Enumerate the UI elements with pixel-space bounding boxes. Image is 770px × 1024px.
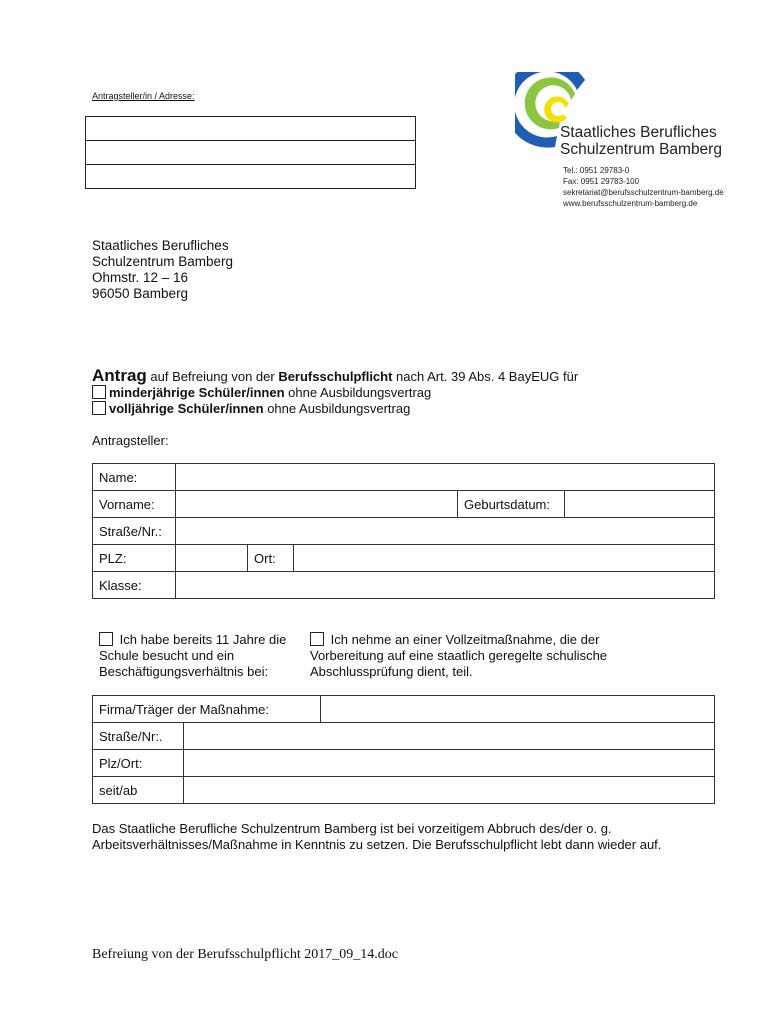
option-label-bold: volljährige Schüler/innen (109, 401, 264, 416)
recipient-address (92, 238, 233, 302)
ort-label: Ort: (248, 545, 294, 572)
table-row (93, 464, 715, 491)
antrag-bold: Berufsschulpflicht (278, 369, 393, 384)
employer-plzort-field[interactable] (184, 750, 715, 777)
address-line-field[interactable] (86, 117, 415, 141)
antrag-text: auf Befreiung von der (146, 369, 279, 384)
strasse-label: Straße/Nr.: (93, 518, 176, 545)
address-line-field[interactable] (86, 141, 415, 165)
option-label: ohne Ausbildungsvertrag (263, 401, 411, 416)
option-label: ohne Ausbildungsvertrag (284, 385, 432, 400)
recipient-line: Staatliches Berufliches (92, 238, 229, 253)
name-field[interactable] (176, 464, 715, 491)
email-link[interactable]: sekretariat@berufsschulzentrum-bamberg.de (563, 188, 724, 197)
phone-text: Tel.: 0951 29783-0 (563, 166, 630, 175)
school-name-line2: Schulzentrum Bamberg (560, 141, 722, 158)
employer-plzort-label: Plz/Ort: (93, 750, 184, 777)
firma-label: Firma/Träger der Maßnahme: (93, 696, 321, 723)
klasse-label: Klasse: (93, 572, 176, 599)
plz-field[interactable] (176, 545, 248, 572)
employer-strasse-label: Straße/Nr:. (93, 723, 184, 750)
fax-text: Fax: 0951 29783-100 (563, 177, 640, 186)
plz-label: PLZ: (93, 545, 176, 572)
strasse-field[interactable] (176, 518, 715, 545)
geburtsdatum-field[interactable] (565, 491, 715, 518)
fulltime-option (310, 632, 650, 680)
applicant-address-label: Antragsteller/in / Adresse: (92, 91, 195, 101)
antrag-text: nach Art. 39 Abs. 4 BayEUG für (392, 369, 579, 384)
seit-field[interactable] (184, 777, 715, 804)
applicant-table (92, 463, 715, 599)
table-row (93, 545, 715, 572)
minor-checkbox[interactable] (92, 385, 106, 399)
table-row (93, 491, 715, 518)
web-link[interactable]: www.berufsschulzentrum-bamberg.de (563, 199, 698, 208)
employment-option (99, 632, 299, 680)
recipient-line: Ohmstr. 12 – 16 (92, 270, 189, 285)
table-row (93, 572, 715, 599)
firma-field[interactable] (321, 696, 715, 723)
employer-table (92, 695, 715, 804)
vorname-label: Vorname: (93, 491, 176, 518)
fulltime-checkbox[interactable] (310, 632, 324, 646)
employment-option-text: Ich habe bereits 11 Jahre die Schule besucht und ein Beschäftigungsverhältnis bei: (99, 632, 287, 679)
adult-checkbox[interactable] (92, 401, 106, 415)
option-adult (92, 401, 578, 417)
fulltime-option-text: Ich nehme an einer Vollzeitmaßnahme, die der Vorbereitung auf eine staatlich geregelte schulische Abschlussprüfung dient, teil. (310, 632, 608, 679)
contact-block (563, 165, 724, 209)
table-row (93, 750, 715, 777)
table-row (93, 696, 715, 723)
address-line-field[interactable] (86, 165, 415, 188)
notice-text: Das Staatliche Berufliche Schulzentrum Bamberg ist bei vorzeitigem Abbruch des/der o. g. Arbeitsverhältnisses/Maßnahme in Kenntnis zu setzen. Die Berufsschulpflicht lebt dann wieder auf. (92, 821, 662, 852)
name-label: Name: (93, 464, 176, 491)
option-label-bold: minderjährige Schüler/innen (109, 385, 285, 400)
recipient-line: 96050 Bamberg (92, 286, 189, 301)
footer-filename: Befreiung von der Berufsschulpflicht 2017_09_14.doc (92, 947, 398, 962)
option-minor (92, 385, 578, 401)
geburtsdatum-label: Geburtsdatum: (458, 491, 565, 518)
recipient-line: Schulzentrum Bamberg (92, 254, 234, 269)
applicant-address-box (85, 116, 416, 189)
school-name-logo (560, 124, 722, 158)
table-row (93, 777, 715, 804)
applicant-section-label: Antragsteller: (92, 433, 169, 448)
employment-checkbox[interactable] (99, 632, 113, 646)
table-row (93, 518, 715, 545)
logo-yellow-arc (544, 96, 569, 122)
antrag-word: Antrag (92, 366, 147, 385)
employer-strasse-field[interactable] (184, 723, 715, 750)
school-name-line1: Staatliches Berufliches (560, 124, 717, 141)
table-row (93, 723, 715, 750)
antrag-heading (92, 368, 578, 417)
seit-label: seit/ab (93, 777, 184, 804)
klasse-field[interactable] (176, 572, 715, 599)
vorname-field[interactable] (176, 491, 458, 518)
ort-field[interactable] (294, 545, 715, 572)
